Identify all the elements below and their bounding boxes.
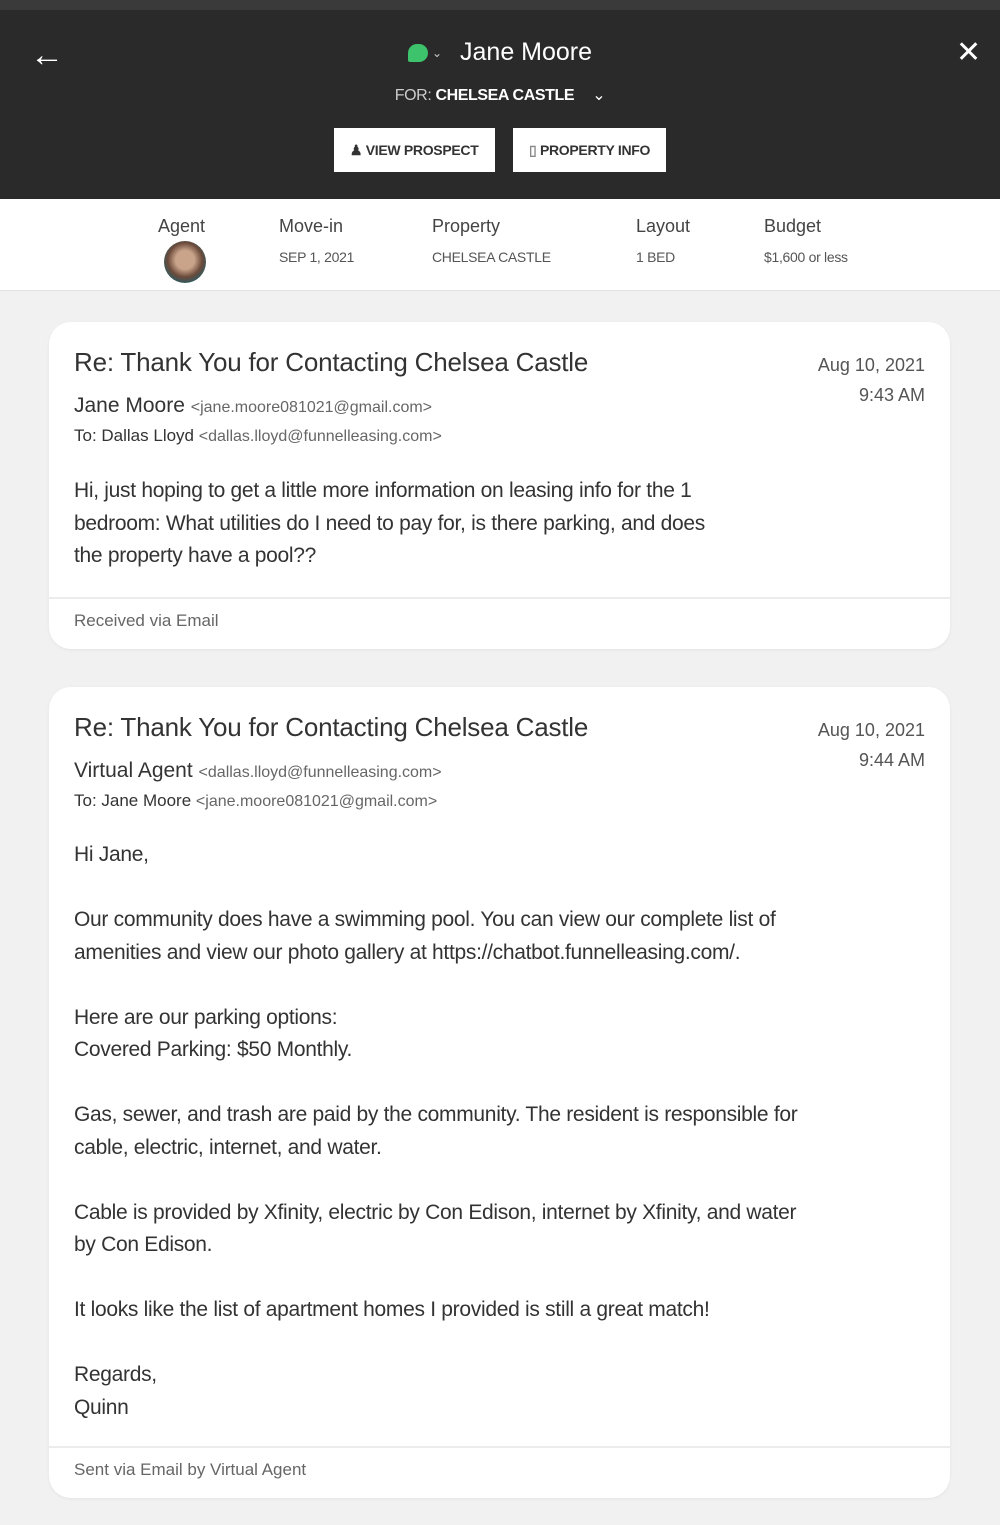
message-line: Hi Jane,: [74, 843, 149, 866]
channel-chevron-down-icon[interactable]: ⌄: [431, 46, 443, 61]
message-line: Covered Parking: $50 Monthly.: [74, 1038, 353, 1061]
message-date: Aug 10, 2021: [817, 720, 925, 740]
message-line: amenities and view our photo gallery at https://chatbot.funnelleasing.com/.: [74, 940, 741, 964]
header-bar: [0, 0, 1000, 199]
recipient-email: <jane.moore081021@gmail.com>: [195, 793, 438, 810]
message-paragraph: [74, 1359, 797, 1424]
agent-avatar[interactable]: [164, 241, 206, 283]
info-label: Budget: [764, 216, 822, 236]
message-line: by Con Edison.: [74, 1233, 213, 1256]
message-line: Quinn: [74, 1395, 129, 1419]
info-agent: [158, 216, 206, 283]
message-paragraph: [74, 1002, 797, 1067]
message-timestamp: [818, 350, 925, 410]
message-paragraph: [74, 1099, 797, 1164]
top-strip: [0, 0, 1000, 10]
info-label: Layout: [636, 216, 691, 236]
recipient-name: To: Dallas Lloyd: [74, 426, 195, 445]
message-paragraph: [74, 475, 705, 573]
info-layout: [636, 216, 690, 265]
info-value: CHELSEA CASTLE: [432, 249, 551, 265]
message-date: Aug 10, 2021: [817, 355, 925, 375]
message-card: [49, 687, 950, 1498]
chevron-down-icon: ⌄: [592, 87, 606, 104]
contact-name: Jane Moore: [460, 38, 593, 66]
message-from: [74, 759, 442, 783]
info-move-in: [279, 216, 354, 265]
message-card: [49, 322, 950, 649]
message-paragraph: [74, 904, 797, 969]
message-paragraph: [74, 839, 797, 872]
sender-name: Virtual Agent: [74, 759, 193, 782]
message-line: It looks like the list of apartment homes I provided is still a great match!: [74, 1298, 710, 1321]
message-subject: Re: Thank You for Contacting Chelsea Castle: [74, 347, 589, 377]
property-info-button[interactable]: [513, 128, 666, 172]
back-arrow-icon[interactable]: ←: [30, 36, 64, 74]
message-line: Gas, sewer, and trash are paid by the community. The resident is responsible for: [74, 1103, 798, 1126]
contact-title: [0, 38, 1000, 67]
info-label: Move-in: [279, 216, 344, 236]
message-paragraph: [74, 1197, 797, 1262]
prospect-info-bar: [0, 199, 1000, 291]
sender-name: Jane Moore: [74, 394, 185, 417]
message-line: bedroom: What utilities do I need to pay for, is there parking, and does: [74, 511, 705, 535]
for-label: FOR:: [394, 87, 432, 104]
message-line: Our community does have a swimming pool. You can view our complete list of: [74, 908, 776, 931]
message-subject: Re: Thank You for Contacting Chelsea Castle: [74, 712, 589, 742]
message-from: [74, 394, 432, 418]
info-label: Agent: [158, 216, 206, 236]
info-value: $1,600 or less: [764, 249, 848, 265]
message-line: Here are our parking options:: [74, 1005, 338, 1029]
property-name: CHELSEA CASTLE: [435, 87, 575, 104]
recipient-name: To: Jane Moore: [74, 791, 192, 810]
message-to: [74, 426, 442, 446]
message-line: Hi, just hoping to get a little more information on leasing info for the 1: [74, 479, 692, 502]
recipient-email: <dallas.lloyd@funnelleasing.com>: [198, 428, 442, 445]
message-line: Cable is provided by Xfinity, electric by Con Edison, internet by Xfinity, and water: [74, 1200, 797, 1224]
person-icon: ♟: [349, 142, 363, 158]
info-budget: [764, 216, 848, 265]
message-paragraph: [74, 1294, 797, 1327]
view-prospect-label: VIEW PROSPECT: [365, 142, 479, 158]
info-value: 1 BED: [636, 249, 675, 265]
message-footer: Received via Email: [49, 597, 950, 649]
message-time: 9:44 AM: [858, 750, 925, 770]
info-property: [432, 216, 551, 265]
info-label: Property: [432, 216, 501, 236]
message-footer: Sent via Email by Virtual Agent: [49, 1446, 950, 1498]
info-value: SEP 1, 2021: [279, 249, 355, 265]
message-body: [74, 475, 705, 605]
message-line: cable, electric, internet, and water.: [74, 1135, 382, 1159]
view-prospect-button[interactable]: [334, 128, 495, 172]
property-selector[interactable]: [0, 85, 1000, 105]
message-to: [74, 791, 437, 811]
message-body: [74, 839, 797, 1457]
message-timestamp: [818, 715, 925, 775]
sender-email: <dallas.lloyd@funnelleasing.com>: [198, 764, 442, 781]
message-line: the property have a pool??: [74, 544, 317, 567]
document-icon: ▯: [528, 142, 537, 158]
message-time: 9:43 AM: [858, 385, 925, 405]
property-info-label: PROPERTY INFO: [539, 142, 651, 158]
sender-email: <jane.moore081021@gmail.com>: [190, 399, 433, 416]
chat-channel-icon[interactable]: [408, 44, 428, 62]
close-icon[interactable]: ✕: [956, 36, 982, 69]
message-line: Regards,: [74, 1363, 157, 1386]
